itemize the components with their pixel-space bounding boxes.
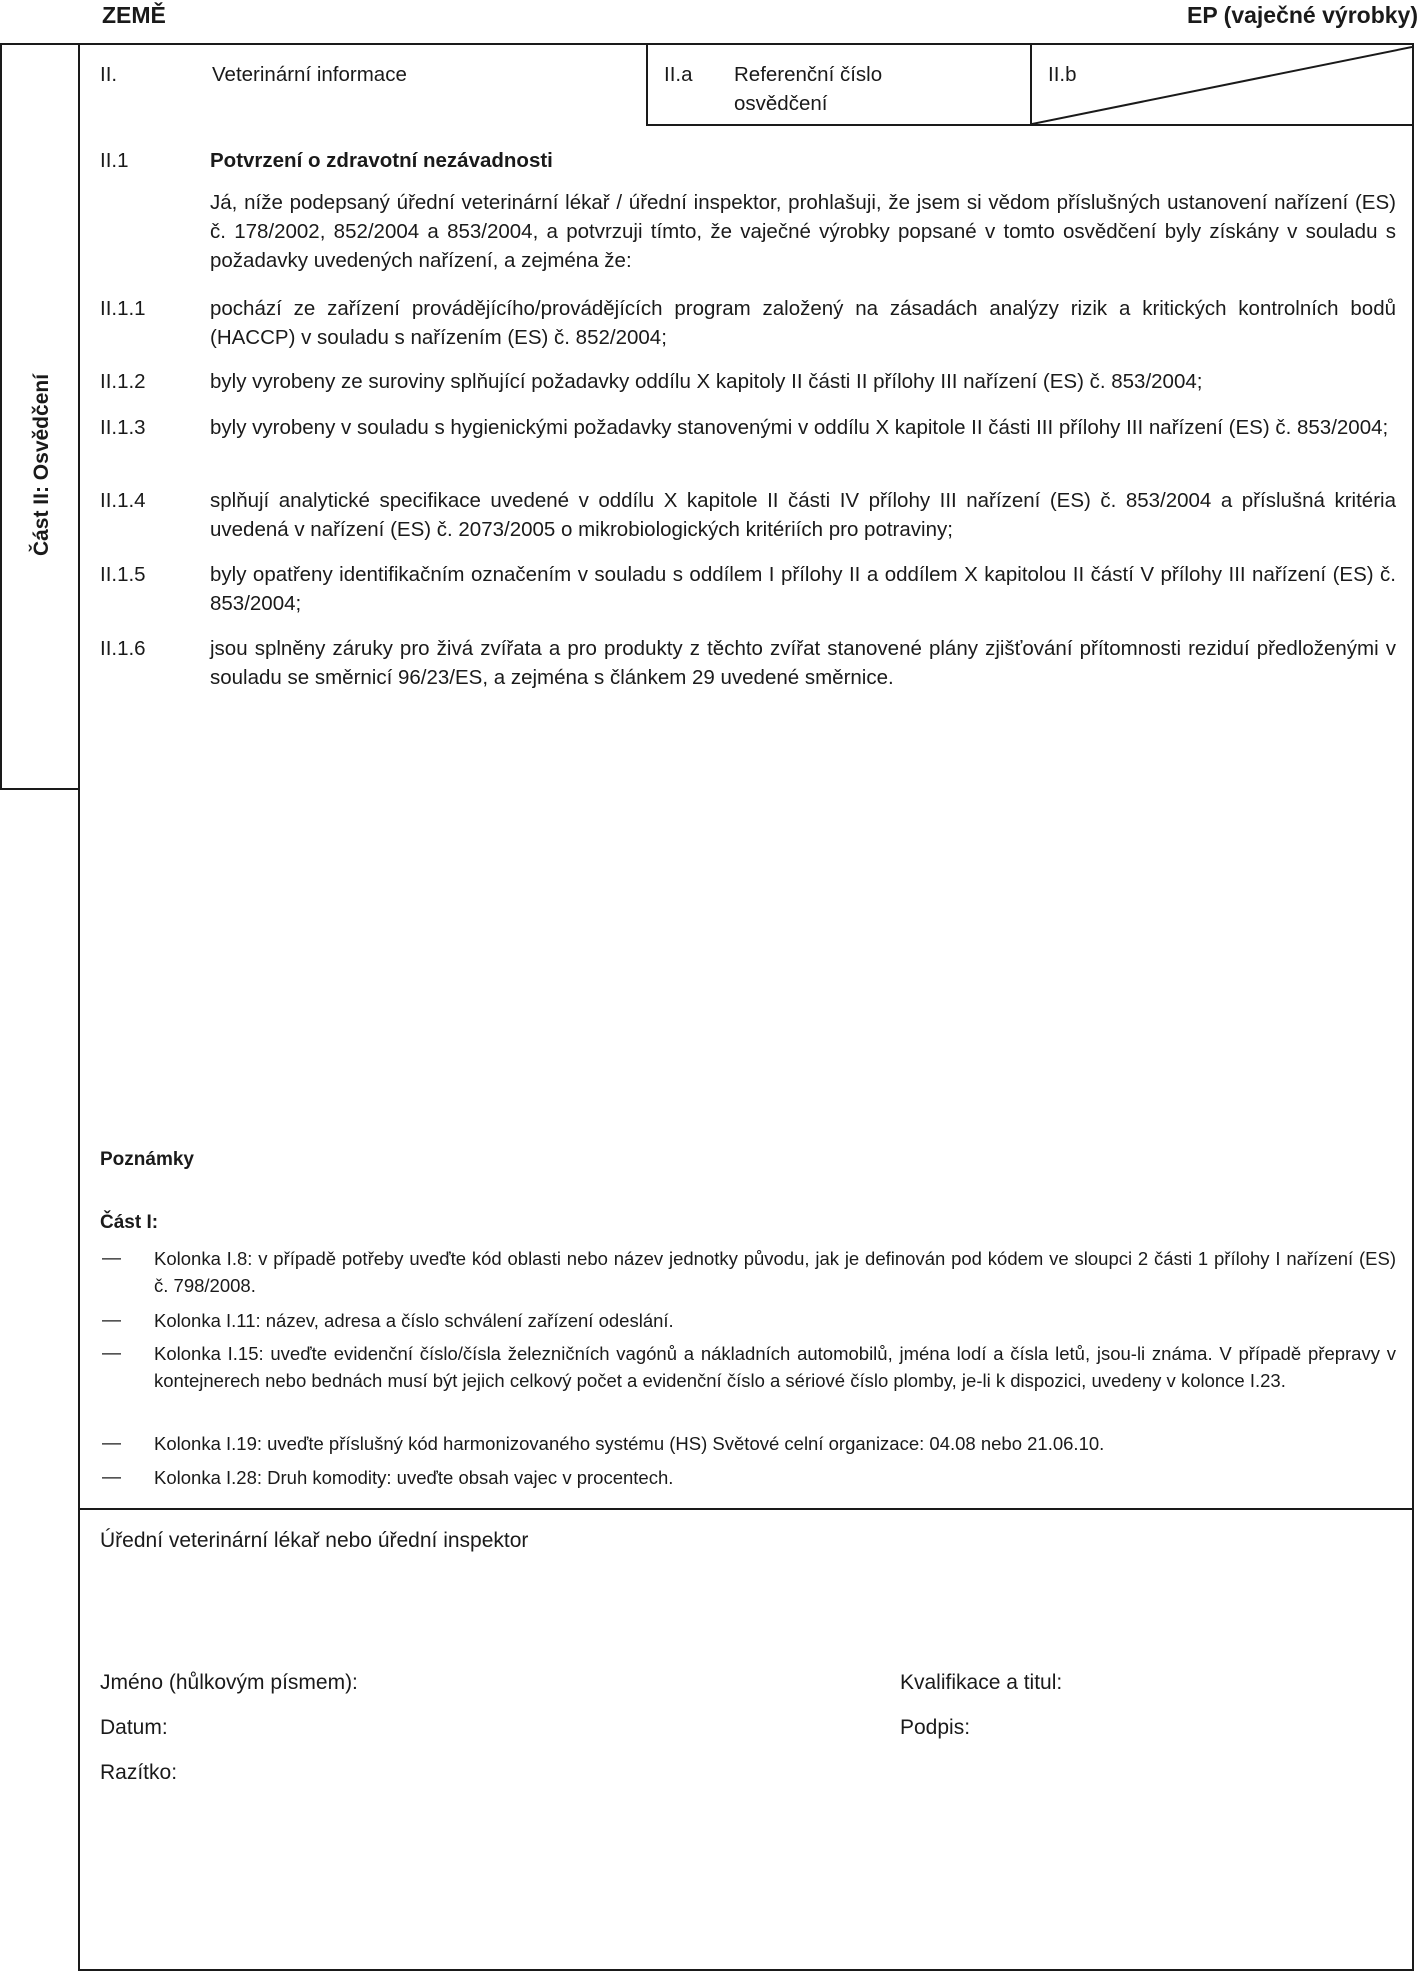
section-header-title: Veterinární informace — [212, 63, 407, 86]
signature-title: Úřední veterinární lékař nebo úřední inspektor — [100, 1529, 529, 1552]
item-text: byly vyrobeny v souladu s hygienickými požadavky stanovenými v oddílu X kapitole II části III přílohy III nařízení (ES) č. 853/2004; — [210, 416, 1389, 439]
reference-number-box — [646, 43, 1032, 126]
item-num: II.1.5 — [100, 563, 146, 586]
item-num: II.1.1 — [100, 297, 146, 320]
section-header-num: II. — [100, 63, 118, 86]
signature-separator — [78, 1508, 1414, 1510]
note-item: Kolonka I.28: Druh komodity: uveďte obsah vajec v procentech. — [154, 1467, 674, 1488]
item-num: II.1.6 — [100, 637, 146, 660]
side-tab — [0, 43, 80, 790]
diagonal-line — [1032, 45, 1412, 124]
item-text: splňují analytické specifikace uvedené v oddílu X kapitole II části IV přílohy III nařízení (ES) č. 853/2004 a příslušná kritéria uvedená v nařízení (ES) č. 2073/2005 o mikrobiologických kritériích pro potraviny; — [210, 489, 1396, 541]
item-text: byly vyrobeny ze suroviny splňující požadavky oddílu X kapitoly II části II přílohy III nařízení (ES) č. 853/2004; — [210, 370, 1203, 393]
signature-field-label: Podpis: — [900, 1716, 971, 1739]
item-text: byly opatřeny identifikačním označením v souladu s oddílem I přílohy II a oddílem X kapitolou II částí V přílohy III nařízení (ES) č. 853/2004; — [210, 563, 1396, 615]
field-iib-box — [1030, 43, 1414, 126]
name-field-label: Jméno (hůlkovým písmem): — [100, 1671, 358, 1694]
note-item: Kolonka I.8: v případě potřeby uveďte kód oblasti nebo název jednotky původu, jak je definován pod kódem ve sloupci 2 části 1 přílohy I nařízení (ES) č. 798/2008. — [154, 1248, 1396, 1296]
note-dash: — — [102, 1248, 121, 1269]
date-field-label: Datum: — [100, 1716, 168, 1739]
country-label: ZEMĚ — [102, 2, 166, 28]
item-num: II.1.3 — [100, 416, 146, 439]
stamp-field-label: Razítko: — [100, 1761, 178, 1784]
note-dash: — — [102, 1433, 121, 1454]
product-label: EP (vaječné výrobky) — [1187, 2, 1418, 28]
note-item: Kolonka I.19: uveďte příslušný kód harmonizovaného systému (HS) Světové celní organizace: 04.08 nebo 21.06.10. — [154, 1433, 1105, 1454]
section-num: II.1 — [100, 149, 129, 172]
note-item: Kolonka I.15: uveďte evidenční číslo/čísla železničních vagónů a nákladních automobilů, jména lodí a čísla letů, jsou-li známa. V případě přepravy v kontejnerech nebo bednách musí být jejich celkový počet a evidenční číslo a sériové číslo plomby, je-li k dispozici, uvedeny v kolonce I.23. — [154, 1343, 1396, 1391]
note-dash: — — [102, 1343, 121, 1364]
section-intro: Já, níže podepsaný úřední veterinární lékař / úřední inspektor, prohlašuji, že jsem si vědom příslušných ustanovení nařízení (ES) č. 178/2002, 852/2004 a 853/2004, a potvrzuji tímto, že vaječné výrobky popsané v tomto osvědčení byly získány v souladu s požadavky uvedených nařízení, a zejména že: — [210, 191, 1396, 272]
reference-number-title: Referenční číslo osvědčení — [734, 63, 883, 115]
field-iib-num: II.b — [1048, 63, 1077, 86]
side-tab-label: Část II: Osvědčení — [30, 373, 53, 557]
item-num: II.1.4 — [100, 489, 146, 512]
reference-number-num: II.a — [664, 63, 693, 86]
note-dash: — — [102, 1310, 121, 1331]
qualification-field-label: Kvalifikace a titul: — [900, 1671, 1063, 1694]
section-title: Potvrzení o zdravotní nezávadnosti — [210, 149, 553, 172]
notes-title: Poznámky — [100, 1149, 194, 1170]
item-num: II.1.2 — [100, 370, 146, 393]
item-text: pochází ze zařízení provádějícího/provádějících program založený na zásadách analýzy rizik a kritických kontrolních bodů (HACCP) v souladu s nařízením (ES) č. 852/2004; — [210, 297, 1396, 349]
note-item: Kolonka I.11: název, adresa a číslo schválení zařízení odeslání. — [154, 1310, 674, 1331]
note-dash: — — [102, 1467, 121, 1488]
notes-part: Část I: — [100, 1212, 159, 1233]
item-text: jsou splněny záruky pro živá zvířata a pro produkty z těchto zvířat stanovené plány zjišťování přítomnosti reziduí předloženými v souladu se směrnicí 96/23/ES, a zejména s článkem 29 uvedené směrnice. — [210, 637, 1396, 689]
